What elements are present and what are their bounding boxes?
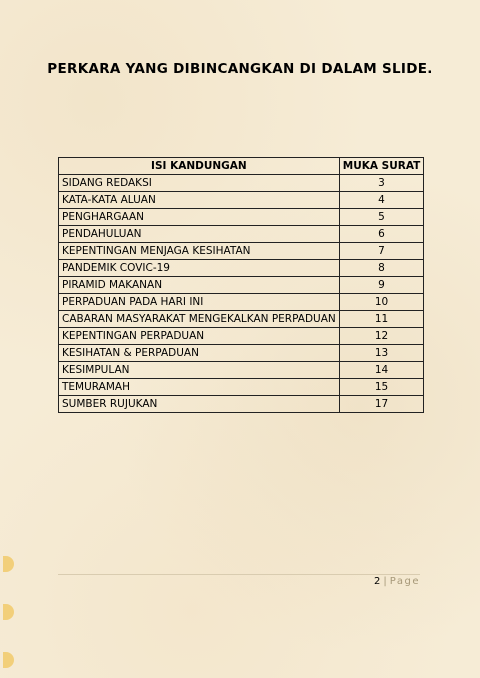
table-row [59,260,424,277]
row-page: 10 [339,294,424,311]
table-row [59,311,424,328]
table-row [59,294,424,311]
row-page: 7 [339,243,424,260]
table-row [59,345,424,362]
row-page: 11 [339,311,424,328]
row-page: 17 [339,396,424,413]
table-row [59,328,424,345]
row-page: 9 [339,277,424,294]
row-section: KESIMPULAN [59,362,340,379]
row-section: PERPADUAN PADA HARI INI [59,294,340,311]
page-number-separator: | [383,576,387,587]
row-page: 13 [339,345,424,362]
table-row [59,277,424,294]
table-row [59,209,424,226]
row-section: PIRAMID MAKANAN [59,277,340,294]
header-section: ISI KANDUNGAN [59,158,340,175]
row-page: 12 [339,328,424,345]
footer-divider [58,574,420,575]
page-tab-marker [3,556,14,572]
table-row [59,362,424,379]
table-row [59,396,424,413]
row-page: 14 [339,362,424,379]
table-row [59,175,424,192]
row-section: SIDANG REDAKSI [59,175,340,192]
page-number-value: 2 [374,576,381,587]
header-page: MUKA SURAT [339,158,424,175]
row-section: KATA-KATA ALUAN [59,192,340,209]
row-page: 4 [339,192,424,209]
table-header-row [59,158,424,175]
row-section: PENGHARGAAN [59,209,340,226]
row-section: CABARAN MASYARAKAT MENGEKALKAN PERPADUAN [59,311,340,328]
table-of-contents [58,157,424,413]
row-page: 5 [339,209,424,226]
page-tab-marker [3,652,14,668]
table-row [59,243,424,260]
page-tab-marker [3,604,14,620]
page-title: PERKARA YANG DIBINCANGKAN DI DALAM SLIDE. [47,61,433,77]
row-section: TEMURAMAH [59,379,340,396]
page-number [374,576,420,587]
row-page: 6 [339,226,424,243]
page-word: Page [389,576,420,587]
row-page: 8 [339,260,424,277]
table-row [59,192,424,209]
row-page: 3 [339,175,424,192]
row-section: PANDEMIK COVIC-19 [59,260,340,277]
row-section: KESIHATAN & PERPADUAN [59,345,340,362]
row-page: 15 [339,379,424,396]
table-row [59,226,424,243]
row-section: KEPENTINGAN MENJAGA KESIHATAN [59,243,340,260]
row-section: KEPENTINGAN PERPADUAN [59,328,340,345]
row-section: SUMBER RUJUKAN [59,396,340,413]
row-section: PENDAHULUAN [59,226,340,243]
table-row [59,379,424,396]
